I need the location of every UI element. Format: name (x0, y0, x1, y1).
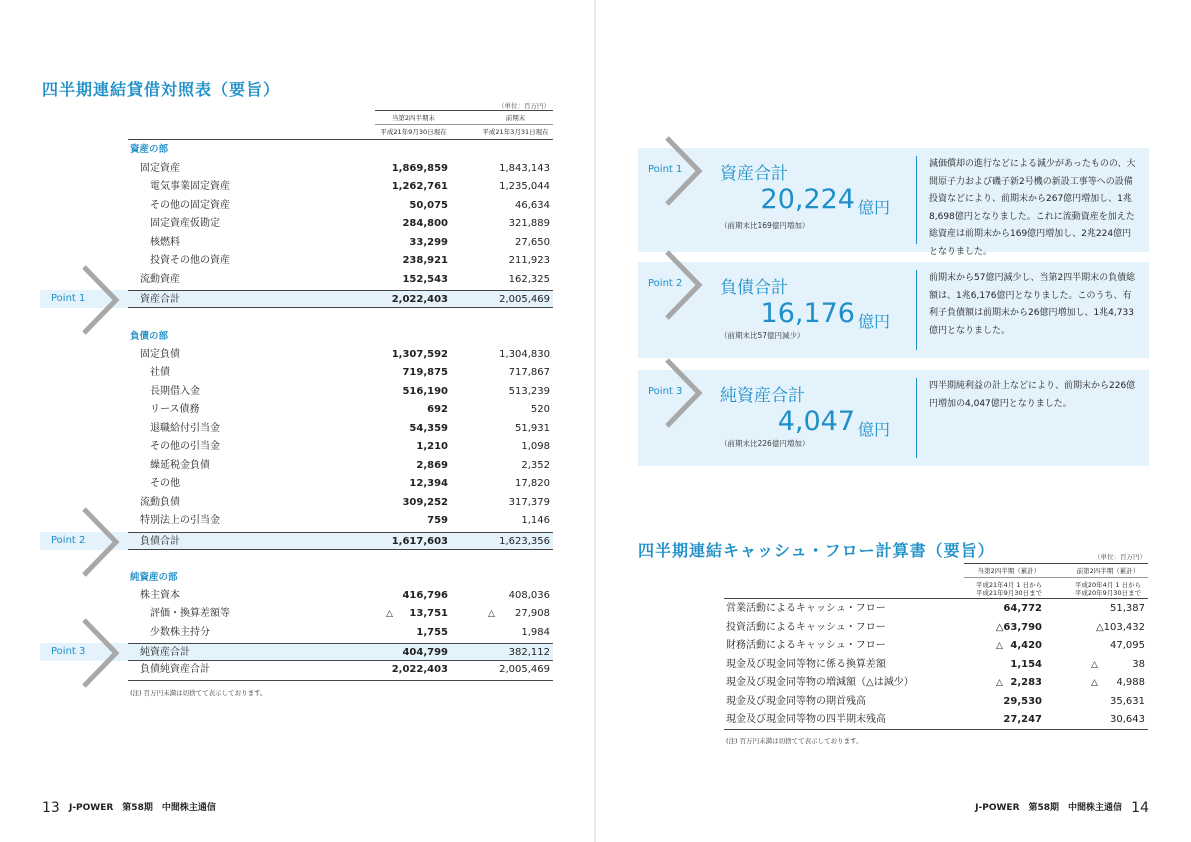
cashflow-title: 四半期連結キャッシュ・フロー計算書（要旨） (638, 541, 995, 560)
point-label: Point 2 (648, 278, 683, 289)
bs-header-rule-bottom (128, 139, 553, 140)
point3-chevron-icon (80, 618, 122, 688)
balance-sheet-title: 四半期連結貸借対照表（要旨） (42, 80, 281, 99)
bs-table-row (128, 661, 553, 679)
cf-row-label: 投資活動によるキャッシュ・フロー (726, 622, 886, 633)
cf-row-label: 現金及び現金同等物の四半期末残高 (726, 714, 886, 725)
bs-prev-value: 1,098 (521, 441, 550, 452)
bs-prev-value: 2,005,469 (499, 294, 550, 305)
bs-header-rule-mid (375, 124, 553, 125)
cf-prev-value: 35,631 (1110, 696, 1145, 707)
bs-row-label: 電気事業固定資産 (150, 181, 230, 192)
bs-current-value: 33,299 (409, 237, 448, 248)
bs-row-label: リース債務 (150, 404, 200, 415)
point2-chevron-icon (80, 507, 122, 577)
bs-table-row (128, 475, 553, 493)
point2-box-chevron-icon (663, 250, 705, 320)
bs-current-value: 2,022,403 (391, 294, 448, 305)
bs-prev-value: 27,650 (515, 237, 550, 248)
bs-row-label: 核燃料 (150, 237, 180, 248)
bs-date-prev: 平成21年3月31日現在 (482, 128, 549, 136)
negative-mark: △ (996, 678, 1003, 688)
cf-current-value: 4,420 (1010, 640, 1042, 651)
bs-prev-value: 513,239 (508, 386, 550, 397)
bs-current-value: 12,394 (409, 478, 448, 489)
bs-current-value: 1,210 (416, 441, 448, 452)
bs-row-label: 固定負債 (140, 349, 180, 360)
bs-table-row (128, 624, 553, 642)
bs-table-row (128, 364, 553, 382)
bs-prev-value: 717,867 (508, 367, 550, 378)
point-description: 減価償却の進行などによる減少があったものの、大間原子力および磯子新2号機の新設工事等への設備投資などにより、前期末から267億円増加し、1兆8,698億円となりました。これに流動資産を加えた総資産は前期末から169億円増加し、2兆224億円となりました。 (929, 159, 1136, 257)
footer-left (42, 800, 216, 816)
point3-label: Point 3 (51, 646, 86, 657)
cf-row-label: 現金及び現金同等物の期首残高 (726, 696, 866, 707)
bs-category-row (128, 141, 553, 159)
point-title: 負債合計 (720, 278, 788, 298)
bs-current-value: 1,307,592 (391, 349, 448, 360)
cf-prev-value: 51,387 (1110, 603, 1145, 614)
cf-row-label: 現金及び現金同等物の増減額（△は減少） (726, 677, 914, 688)
bs-row-label: 株主資本 (140, 590, 180, 601)
point2-label: Point 2 (51, 535, 86, 546)
bs-current-value: 152,543 (402, 274, 448, 285)
page-number-right: 14 (1131, 800, 1149, 816)
bs-prev-value: 1,235,044 (499, 181, 550, 192)
bs-table-row (128, 160, 553, 178)
cf-row-label: 営業活動によるキャッシュ・フロー (726, 603, 886, 614)
right-page (596, 0, 1191, 842)
bs-prev-value: 162,325 (508, 274, 550, 285)
cf-header-rule-bottom (724, 598, 1148, 599)
bs-prev-value: 2,352 (521, 460, 550, 471)
point-box-3 (638, 370, 1149, 466)
bs-current-value: 50,075 (409, 200, 448, 211)
point-value: 4,047 (777, 406, 855, 437)
left-page (0, 0, 594, 842)
bs-total-row (128, 290, 553, 308)
bs-current-value: 692 (427, 404, 448, 415)
cf-prev-value: 4,988 (1116, 677, 1145, 688)
bs-row-label: 負債合計 (140, 536, 180, 547)
bs-current-value: 2,022,403 (391, 664, 448, 675)
bs-row-label: 社債 (150, 367, 170, 378)
point-title: 純資産合計 (720, 386, 805, 406)
cf-unit: （単位：百万円） (1094, 553, 1146, 561)
cf-table-row (724, 600, 1148, 618)
point-box-2 (638, 262, 1149, 358)
bs-current-value: 2,869 (416, 460, 448, 471)
point-description: 前期末から57億円減少し、当第2四半期末の負債総額は、1兆6,176億円となりました。このうち、有利子負債額は前期末から26億円増加し、1兆4,733億円となりました。 (929, 273, 1136, 336)
bs-row-label: 純資産合計 (140, 647, 190, 658)
point1-chevron-icon (80, 265, 122, 335)
point1-label: Point 1 (51, 293, 86, 304)
cf-period-prev-1: 平成20年4月 1 日から (1074, 581, 1142, 589)
bs-current-value: 516,190 (402, 386, 448, 397)
cf-table-row (724, 656, 1148, 674)
bs-current-value: 416,796 (402, 590, 448, 601)
bs-prev-value: 382,112 (508, 647, 550, 658)
cf-current-value: 2,283 (1010, 677, 1042, 688)
bs-row-label: その他の固定資産 (150, 200, 230, 211)
bs-col-prev: 前期末 (505, 114, 526, 122)
bs-total-row (128, 532, 553, 550)
negative-mark: △ (488, 609, 495, 619)
point-unit: 億円 (858, 198, 891, 217)
bs-header-rule-top (375, 110, 553, 111)
bs-table-row (128, 438, 553, 456)
cf-row-label: 財務活動によるキャッシュ・フロー (726, 640, 886, 651)
bs-row-label: 負債の部 (130, 331, 169, 342)
bs-row-label: 純資産の部 (130, 572, 178, 583)
bs-table-row (128, 512, 553, 530)
bs-prev-value: 520 (530, 404, 550, 415)
bs-current-value: 1,262,761 (391, 181, 448, 192)
bs-table-row (128, 234, 553, 252)
bs-table-row (128, 215, 553, 233)
point-divider (916, 156, 917, 244)
bs-table-row (128, 346, 553, 364)
bs-current-value: 309,252 (402, 497, 448, 508)
cf-table-row (724, 674, 1148, 692)
negative-mark: △ (996, 641, 1003, 651)
cf-period-current-1: 平成21年4月 1 日から (975, 581, 1043, 589)
bs-row-label: その他の引当金 (150, 441, 220, 452)
bs-row-label: 資産合計 (140, 294, 180, 305)
footer-left-text: J-POWER 第58期 中間株主通信 (68, 803, 216, 813)
bs-row-label: その他 (150, 478, 180, 489)
cf-table-row (724, 711, 1148, 729)
cf-header-rule-mid (964, 577, 1148, 578)
bs-row-label: 繰延税金負債 (150, 460, 210, 471)
bs-row-label: 評価・換算差額等 (150, 608, 230, 619)
bs-table-row (128, 197, 553, 215)
bs-prev-value: 1,304,830 (499, 349, 550, 360)
cf-row-label: 現金及び現金同等物に係る換算差額 (726, 659, 886, 670)
bs-prev-value: 17,820 (515, 478, 550, 489)
bs-row-label: 固定資産 (140, 163, 180, 174)
point-unit: 億円 (858, 420, 891, 439)
cf-table-row (724, 637, 1148, 655)
bs-prev-value: 27,908 (515, 608, 550, 619)
bs-current-value: 1,869,859 (391, 163, 448, 174)
point-subtext: （前期末比57億円減少） (720, 331, 805, 340)
footer-right-text: J-POWER 第58期 中間株主通信 (975, 803, 1123, 813)
bs-row-label: 長期借入金 (150, 386, 200, 397)
negative-mark: △ (1091, 660, 1098, 670)
negative-mark: △ (1091, 678, 1098, 688)
point-label: Point 1 (648, 164, 683, 175)
point3-box-chevron-icon (663, 358, 705, 428)
bs-row-label: 流動資産 (140, 274, 180, 285)
cf-bottom-rule (724, 729, 1148, 730)
bs-category-row (128, 328, 553, 346)
bs-current-value: 1,617,603 (391, 536, 448, 547)
negative-mark: △ (386, 609, 393, 619)
point-box-1 (638, 148, 1149, 257)
cf-prev-value: 30,643 (1110, 714, 1145, 725)
bs-bottom-rule (128, 680, 553, 681)
bs-current-value: 13,751 (409, 608, 448, 619)
cf-current-value: 29,530 (1003, 696, 1042, 707)
bs-prev-value: 211,923 (508, 255, 550, 266)
point-value: 16,176 (760, 298, 855, 329)
bs-table-row (128, 605, 553, 623)
point-label: Point 3 (648, 386, 683, 397)
bs-prev-value: 1,843,143 (499, 163, 550, 174)
point-subtext: （前期末比226億円増加） (720, 439, 810, 448)
cf-current-value: 1,154 (1010, 659, 1042, 670)
point1-box-chevron-icon (663, 136, 705, 206)
cf-table-row (724, 693, 1148, 711)
cf-period-current-2: 平成21年9月30日まで (975, 589, 1043, 597)
point-unit: 億円 (858, 312, 891, 331)
bs-prev-value: 317,379 (508, 497, 550, 508)
point-value: 20,224 (760, 184, 855, 215)
bs-current-value: 1,755 (416, 627, 448, 638)
bs-table-row (128, 383, 553, 401)
cf-table-row (724, 619, 1148, 637)
cf-prev-value: 38 (1132, 659, 1145, 670)
bs-prev-value: 1,984 (521, 627, 550, 638)
bs-prev-value: 408,036 (508, 590, 550, 601)
page-number-left: 13 (42, 800, 60, 816)
bs-table-row (128, 494, 553, 512)
bs-current-value: 54,359 (409, 423, 448, 434)
bs-current-value: 404,799 (402, 647, 448, 658)
bs-current-value: 719,875 (402, 367, 448, 378)
bs-table-row (128, 587, 553, 605)
bs-row-label: 流動負債 (140, 497, 180, 508)
bs-current-value: 759 (427, 515, 448, 526)
cf-current-value: 27,247 (1003, 714, 1042, 725)
bs-prev-value: 51,931 (515, 423, 550, 434)
cf-period-prev-2: 平成20年9月30日まで (1074, 589, 1142, 597)
bs-row-label: 負債純資産合計 (140, 664, 210, 675)
bs-table-row (128, 252, 553, 270)
cf-current-value: △63,790 (995, 622, 1042, 633)
bs-row-label: 投資その他の資産 (150, 255, 230, 266)
bs-row-label: 資産の部 (130, 144, 169, 155)
bs-row-label: 固定資産仮勘定 (150, 218, 220, 229)
bs-category-row (128, 569, 553, 587)
point-description: 四半期純利益の計上などにより、前期末から226億円増加の4,047億円となりました。 (929, 381, 1136, 409)
bs-prev-value: 321,889 (508, 218, 550, 229)
cf-header-rule-top (964, 563, 1148, 564)
bs-note: (注) 百万円未満は切捨てて表示しております。 (130, 689, 267, 697)
footer-right (975, 800, 1149, 816)
bs-table-row (128, 178, 553, 196)
bs-table-row (128, 420, 553, 438)
point-title: 資産合計 (720, 164, 788, 184)
point-divider (916, 270, 917, 350)
bs-table-row (128, 271, 553, 289)
bs-row-label: 退職給付引当金 (150, 423, 220, 434)
bs-total-row (128, 643, 553, 661)
bs-prev-value: 46,634 (515, 200, 550, 211)
bs-prev-value: 1,146 (521, 515, 550, 526)
cf-note: (注) 百万円未満は切捨てて表示しております。 (726, 737, 863, 745)
bs-table-row (128, 457, 553, 475)
cf-prev-value: 47,095 (1110, 640, 1145, 651)
bs-current-value: 238,921 (402, 255, 448, 266)
bs-row-label: 少数株主持分 (150, 627, 210, 638)
point-subtext: （前期末比169億円増加） (720, 221, 810, 230)
cf-col-current: 当第2四半期（累計） (977, 567, 1041, 575)
bs-current-value: 284,800 (402, 218, 448, 229)
bs-prev-value: 1,623,356 (499, 536, 550, 547)
cf-col-prev: 前第2四半期（累計） (1076, 567, 1140, 575)
bs-table-row (128, 401, 553, 419)
bs-row-label: 特別法上の引当金 (140, 515, 220, 526)
cf-prev-value: △103,432 (1095, 622, 1145, 633)
bs-date-current: 平成21年9月30日現在 (380, 128, 447, 136)
point-divider (916, 378, 917, 458)
cf-current-value: 64,772 (1003, 603, 1042, 614)
bs-col-current: 当第2四半期末 (391, 114, 436, 122)
bs-unit: （単位：百万円） (498, 102, 550, 110)
bs-prev-value: 2,005,469 (499, 664, 550, 675)
